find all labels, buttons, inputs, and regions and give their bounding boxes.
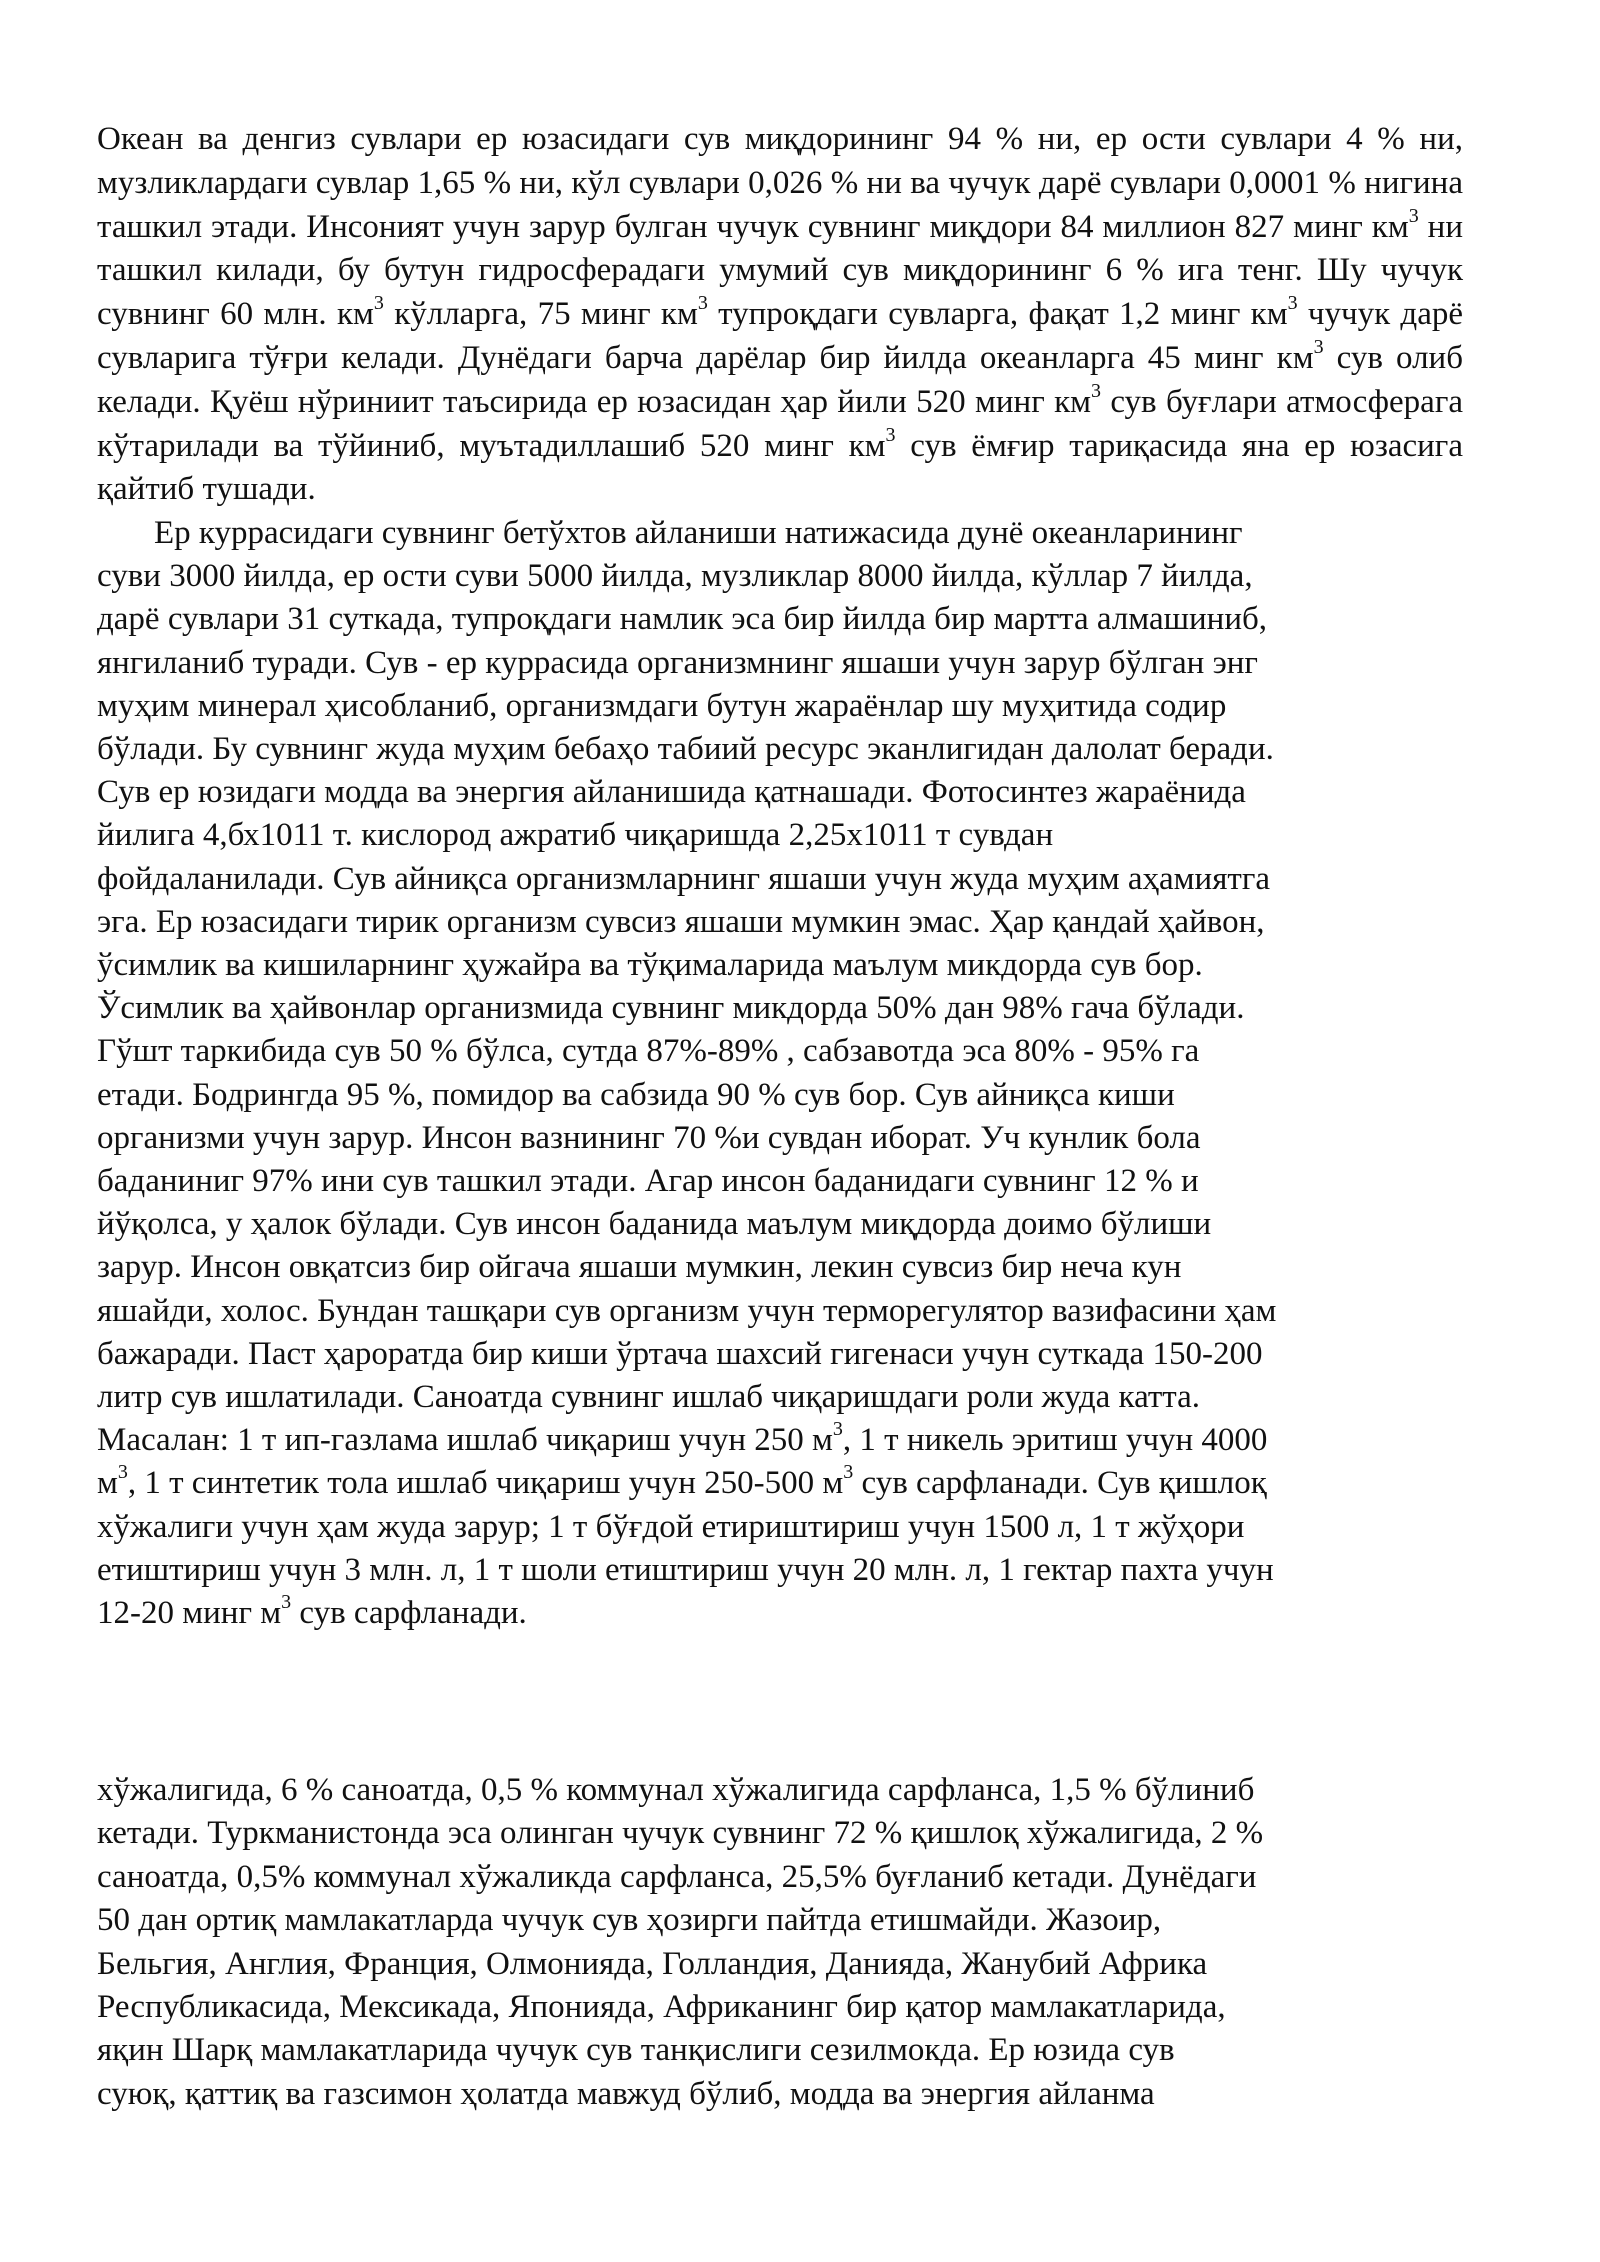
text-run: , 1 т синтетик тола ишлаб чиқариш учун 250-500 м — [127, 1465, 844, 1502]
superscript: 3 — [1313, 335, 1324, 358]
text-run: сув сарфланади. — [291, 1595, 527, 1632]
text-run: Океан ва денгиз сувлари ер юзасидаги сув миқдорининг 94 % ни, ер ости сувлари 4 % ни, музликлардаги сувлар 1,65 % ни, кўл сувлари 0,026 % ни ва чучук дарё сувлари 0,0001 % нигина ташкил этади. Инсоният учун зарур булган чучук сувнинг миқдори 84 миллион 827 минг км — [97, 121, 1463, 245]
superscript: 3 — [373, 292, 384, 315]
text-run: чучук дарё сувларига тўғри келади. Дунёдаги барча дарёлар бир йилда океанларга 45 минг км — [97, 296, 1463, 376]
text-run: сув ёмғир тариқасида яна ер юзасига қайтиб тушади. — [97, 427, 1463, 508]
paragraph-water-cycle-text — [97, 515, 1276, 1631]
superscript: 3 — [281, 1591, 292, 1614]
paragraph-water-usage: хўжалигида, 6 % саноатда, 0,5 % коммунал хўжалигида сарфланса, 1,5 % бўлиниб кетади. Туркманистонда эса олинган чучук сувнинг 72 % қишлоқ хўжалигида, 2 % саноатда, 0,5% коммунал хўжаликда сарфланса, 25,5% буғланиб кетади. Дунёдаги 50 дан ортиқ мамлакатларда чучук сув ҳозирги пайтда етишмайди. Жазоир, Бельгия, Англия, Франция, Олмонияда, Голландия, Данияда, Жанубий Африка Республикасида, Мексикада, Японияда, Африканинг бир қатор мамлакатларида, яқин Шарқ мамлакатларида чучук сув танқислиги сезилмокда. Ер юзида сув суюқ, қаттиқ ва газсимон ҳолатда мавжуд бўлиб, модда ва энергия айланма — [97, 1772, 1264, 2112]
superscript: 3 — [697, 292, 708, 315]
superscript: 3 — [117, 1461, 128, 1484]
superscript: 3 — [843, 1461, 854, 1484]
superscript: 3 — [832, 1418, 843, 1441]
text-run: Ер куррасидаги сувнинг бетўхтов айланиши натижасида дунё океанларининг суви 3000 йилда, ер ости суви 5000 йилда, музликлар 8000 йилда, кўллар 7 йилда, дарё сувлари 31 суткада, тупроқдаги намлик эса бир йилда бир мартта алмашиниб, янгиланиб туради. Сув - ер куррасида организмнинг яшаши учун зарур бўлган энг муҳим минерал ҳисобланиб, организмдаги бутун жараёнлар шу муҳитида содир бўлади. Бу сувнинг жуда муҳим бебаҳо табиий ресурс эканлигидан далолат беради. Сув ер юзидаги модда ва энергия айланишида қатнашади. Фотосинтез жараёнида йилига 4,бх1011 т. кислород ажратиб чиқаришда 2,25х1011 т сувдан фойдаланилади. Сув айниқса организмларнинг яшаши учун жуда муҳим аҳамиятга эга. Ер юзасидаги тирик организм сувсиз яшаши мумкин эмас. Ҳар қандай ҳайвон, ўсимлик ва кишиларнинг ҳужайра ва тўқималарида маълум микдорда сув бор. Ўсимлик ва ҳайвонлар организмида сувнинг микдорда 50% дан 98% гача бўлади. Гўшт таркибида сув 50 % бўлса, сутда 87%-89% , сабзавотда эса 80% - 95% га етади. Бодрингда 95 %, помидор ва сабзида 90 % сув бор. Сув айниқса киши организми учун зарур. Инсон вазнининг 70 %и сувдан иборат. Уч кунлик бола баданиниг 97% ини сув ташкил этади. Агар инсон баданидаги сувнинг 12 % и йўқолса, у ҳалок бўлади. Сув инсон баданида маълум миқдорда доимо бўлиши зарур. Инсон овқатсиз бир ойгача яшаши мумкин, лекин сувсиз бир неча кун яшайди, холос. Бундан ташқари сув организм учун терморегулятор вазифасини ҳам бажаради. Паст ҳароратда бир киши ўртача шахсий гигенаси учун суткада 150-200 литр сув ишлатилади. Саноатда сувнинг ишлаб чиқаришдаги роли жуда катта. Масалан: 1 т ип-газлама ишлаб чиқариш учун 250 м — [97, 515, 1277, 1459]
text-run: сув сарфланади. Сув қишлоқ хўжалиги учун ҳам жуда зарур; 1 т бўғдой етириштириш учун 1500 л, 1 т жўҳори етиштириш учун 3 млн. л, 1 т шоли етиштириш учун 20 млн. л, 1 гектар пахта учун 12-20 минг м — [97, 1465, 1274, 1632]
paragraph-water-distribution — [97, 118, 1463, 512]
paragraph-water-cycle — [97, 512, 1463, 1635]
superscript: 3 — [1287, 292, 1298, 315]
text-run: тупроқдаги сувларга, фақат 1,2 минг км — [707, 296, 1288, 333]
text-run: сув буғлари атмосферага кўтарилади ва тўйиниб, муътадиллашиб 520 минг км — [97, 383, 1463, 464]
text-run: ни ташкил килади, бу бутун гидросферадаги умумий сув миқдорининг 6 % ига тенг. Шу чучук сувнинг 60 млн. км — [97, 208, 1463, 333]
superscript: 3 — [885, 423, 896, 446]
text-run: кўлларга, 75 минг км — [383, 296, 698, 333]
text-run: сув олиб келади. Қуёш нўриниит таъсирида ер юзасидан ҳар йили 520 минг км — [97, 339, 1463, 420]
text-run: , 1 т никель эритиш учун 4000 м — [97, 1422, 1268, 1502]
superscript: 3 — [1408, 204, 1419, 227]
superscript: 3 — [1091, 379, 1101, 402]
